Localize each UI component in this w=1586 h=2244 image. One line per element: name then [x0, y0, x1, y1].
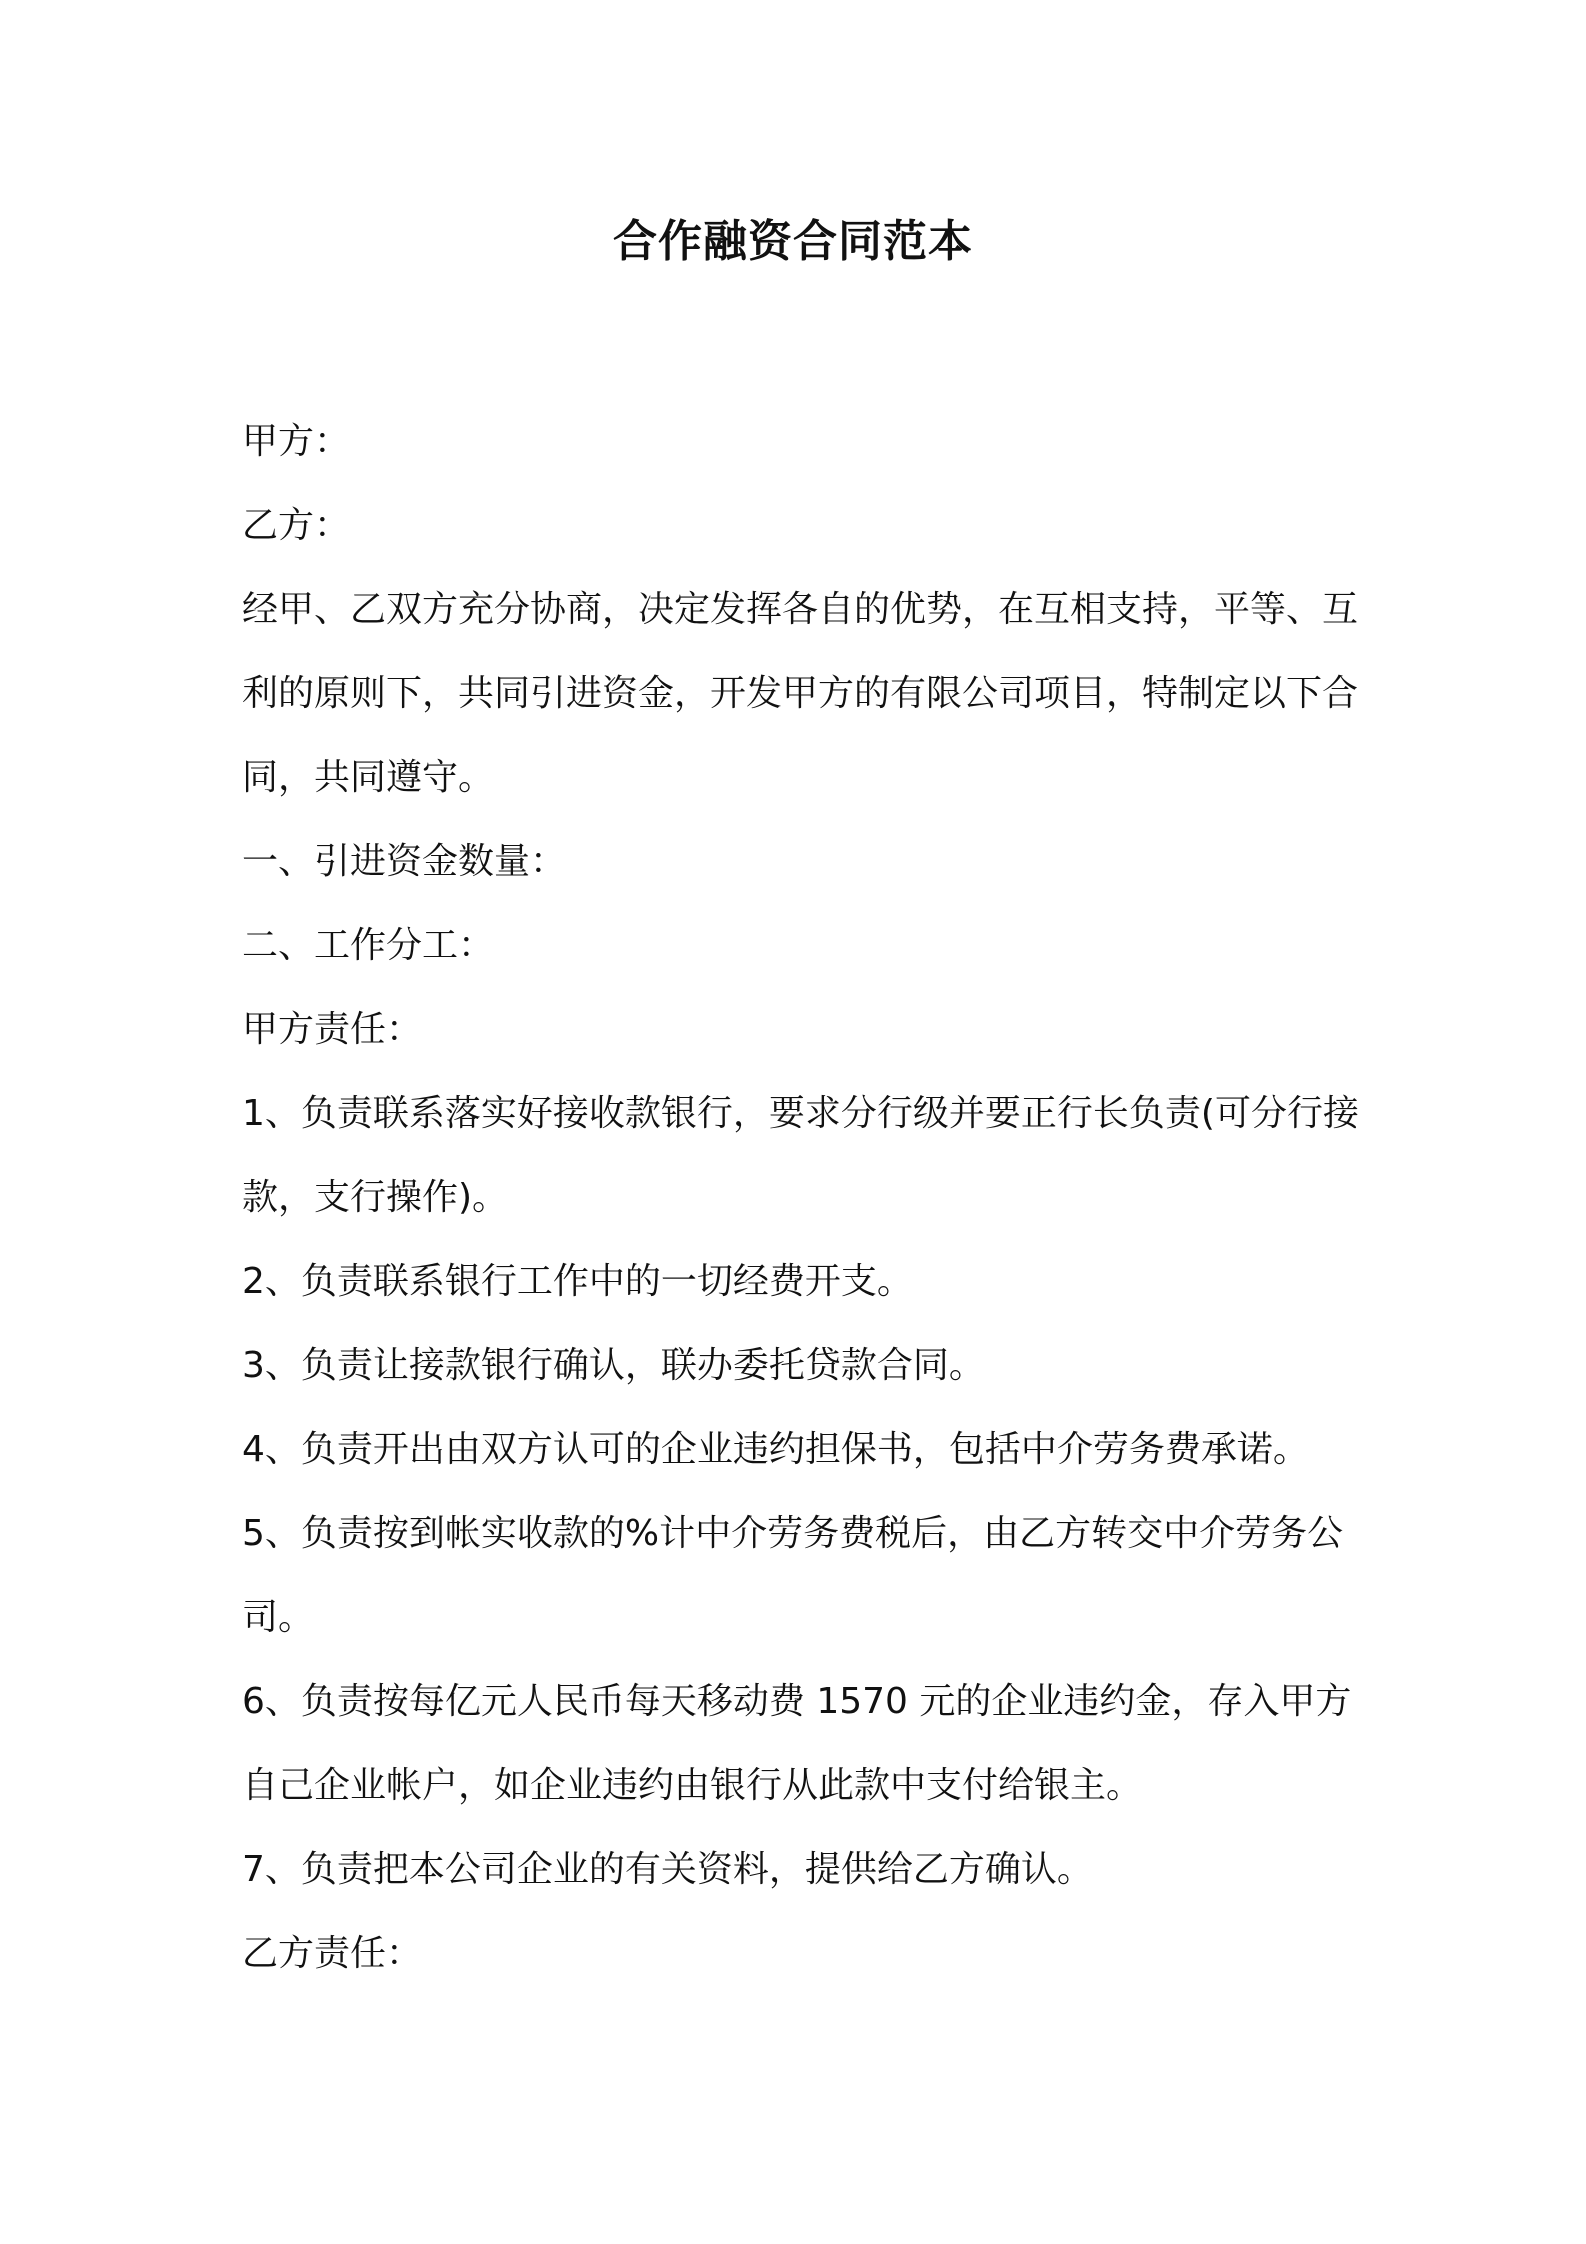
party-b-line: 乙方：: [242, 505, 351, 546]
preamble-paragraph: 经甲、乙双方充分协商，决定发挥各自的优势，在互相支持，平等、互利的原则下，共同引进资金，开发甲方的有限公司项目，特制定以下合同，共同遵守。: [242, 589, 1359, 798]
clause-item: 5、负责按到帐实收款的%计中介劳务费税后，由乙方转交中介劳务公司。: [242, 1513, 1344, 1638]
section-heading-funding-amount: 一、引进资金数量：: [242, 841, 567, 882]
party-a-responsibilities-heading: 甲方责任：: [242, 1009, 423, 1050]
party-a-line: 甲方：: [242, 421, 351, 462]
clause-item: 3、负责让接款银行确认，联办委托贷款合同。: [242, 1345, 985, 1386]
clause-item: 6、负责按每亿元人民币每天移动费 1570 元的企业违约金，存入甲方自己企业帐户，如企业违约由银行从此款中支付给银主。: [242, 1681, 1352, 1806]
clause-item: 2、负责联系银行工作中的一切经费开支。: [242, 1261, 913, 1302]
document-title: 合作融资合同范本: [613, 216, 973, 267]
party-b-responsibilities-heading: 乙方责任：: [242, 1933, 423, 1974]
clause-item: 7、负责把本公司企业的有关资料，提供给乙方确认。: [242, 1849, 1093, 1890]
document-body: [242, 400, 1362, 1996]
section-heading-work-division: 二、工作分工：: [242, 925, 495, 966]
clause-item: 4、负责开出由双方认可的企业违约担保书，包括中介劳务费承诺。: [242, 1429, 1309, 1470]
clause-item: 1、负责联系落实好接收款银行，要求分行级并要正行长负责(可分行接款，支行操作)。: [242, 1093, 1359, 1218]
